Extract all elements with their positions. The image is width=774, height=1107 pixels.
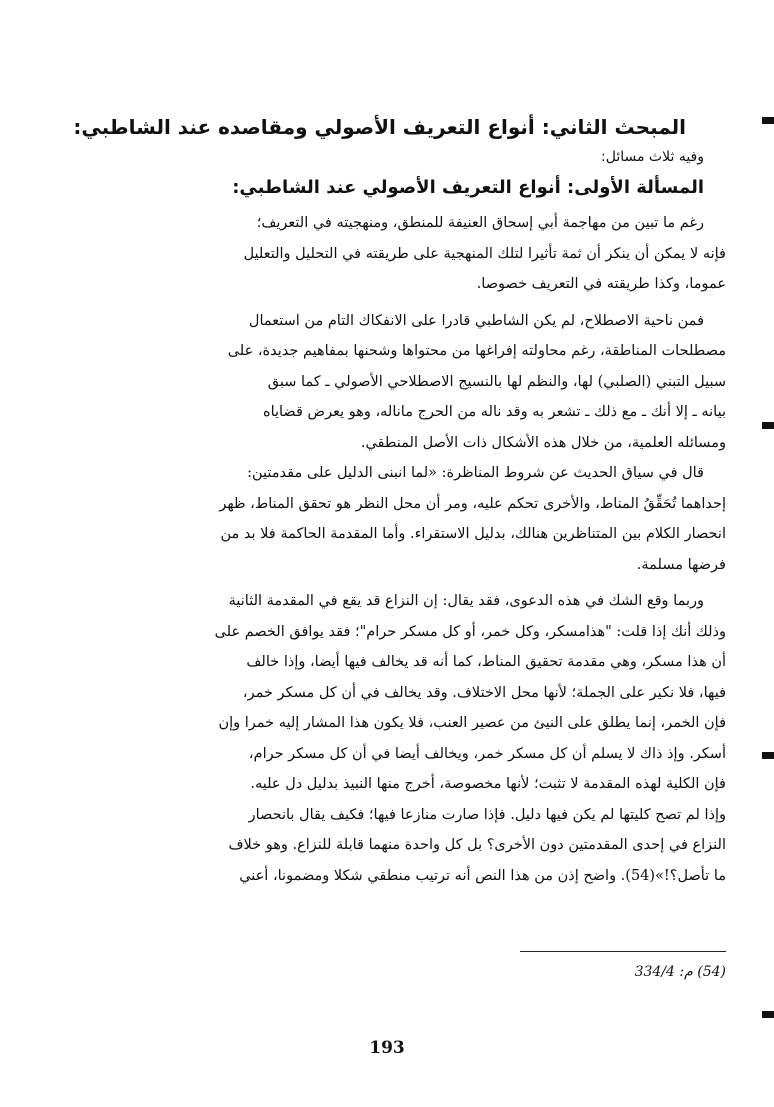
scan-edge-mark <box>762 1011 774 1018</box>
section-intro: وفيه ثلاث مسائل: <box>601 149 704 165</box>
text-line: انحصار الكلام بين المتناظرين هنالك، بدليل الاستقراء. وأما المقدمة الحاكمة فلا بد من <box>220 526 726 542</box>
text-line: فإنه لا يمكن أن ينكر أن ثمة تأثيرا لتلك المنهجية على طريقته في التحليل والتعليل <box>243 245 726 262</box>
text-line: فمن ناحية الاصطلاح، لم يكن الشاطبي قادرا على الانفكاك التام من استعمال <box>248 312 704 329</box>
paragraph-2 <box>62 306 726 459</box>
text-line: مصطلحات المناطقة، رغم محاولته إفراغها من محتواها وشحنها بمفاهيم جديدة، على <box>227 343 726 359</box>
paragraph-4 <box>62 586 726 891</box>
page-number: 193 <box>369 1038 405 1058</box>
text-line: بيانه ـ إلا أنك ـ مع ذلك ـ تشعر به وقد ناله من الحرج ماناله، وهو يعرض قضاياه <box>262 404 726 420</box>
footnote-separator <box>520 951 726 952</box>
text-line: عموما، وكذا طريقته في التعريف خصوصا. <box>476 276 726 292</box>
text-line: سبيل التبني (الصلبي) لها، والنظم لها بالنسيج الاصطلاحي الأصولي ـ كما سبق <box>267 373 726 390</box>
text-line: رغم ما تبين من مهاجمة أبي إسحاق العنيفة للمنطق، ومنهجيته في التعريف؛ <box>256 215 704 231</box>
text-line: فيها، فلا نكير على الجملة؛ لأنها محل الاختلاف. وقد يخالف في أن كل مسكر خمر، <box>242 684 726 701</box>
text-line: قال في سياق الحديث عن شروط المناظرة: «لما انبنى الدليل على مقدمتين: <box>247 465 704 481</box>
scan-edge-mark <box>762 422 774 429</box>
text-line: فإن الكلية لهذه المقدمة لا تثبت؛ لأنها مخصوصة، أخرج منها النبيذ بدليل دل عليه. <box>250 776 726 792</box>
footnote: (54) م: 334/4 <box>634 964 726 980</box>
text-line: إحداهما تُحَقِّقُ المناط، والأخرى تحكم عليه، ومر أن محل النظر هو تحقق المناط، ظهر <box>219 495 726 512</box>
text-line: فرضها مسلمة. <box>636 556 726 573</box>
paragraph-3 <box>62 458 726 580</box>
text-line: وربما وقع الشك في هذه الدعوى، فقد يقال: إن النزاع قد يقع في المقدمة الثانية <box>228 593 704 609</box>
text-line: أن هذا مسكر، وهي مقدمة تحقيق المناط، كما أنه قد يخالف فيها أيضا، وإذا خالف <box>246 654 726 670</box>
scan-edge-mark <box>762 117 774 124</box>
section-heading: المبحث الثاني: أنواع التعريف الأصولي ومقاصده عند الشاطبي: <box>73 115 686 139</box>
text-line: ما تأصل؟!»(54). واضح إذن من هذا النص أنه ترتيب منطقي شكلا ومضمونا، أعني <box>239 867 726 884</box>
text-line: وإذا لم تصح كليتها لم يكن فيها دليل. فإذا صارت منازعا فيها؛ فكيف يقال بانحصار <box>248 806 726 823</box>
text-line: ومسائله العلمية، من خلال هذه الأشكال ذات الأصل المنطقي. <box>360 434 726 451</box>
text-line: النزاع في إحدى المقدمتين دون الأخرى؟ بل كل واحدة منهما قابلة للنزاع. وهو خلاف <box>228 837 726 853</box>
scan-edge-mark <box>762 752 774 759</box>
body-text <box>62 112 726 891</box>
subsection-heading: المسألة الأولى: أنواع التعريف الأصولي عند الشاطبي: <box>232 177 704 198</box>
text-line: فإن الخمر، إنما يطلق على النيئ من عصير العنب، فلا يكون هذا المشار إليه خمرا وإن <box>218 715 726 731</box>
paragraph-1 <box>62 208 726 300</box>
text-line: وذلك أنك إذا قلت: "هذامسكر، وكل خمر، أو كل مسكر حرام"؛ فقد يوافق الخصم على <box>214 623 726 640</box>
text-line: أسكر. وإذ ذاك لا يسلم أن كل مسكر خمر، ويخالف أيضا في أن كل مسكر حرام، <box>248 745 726 762</box>
